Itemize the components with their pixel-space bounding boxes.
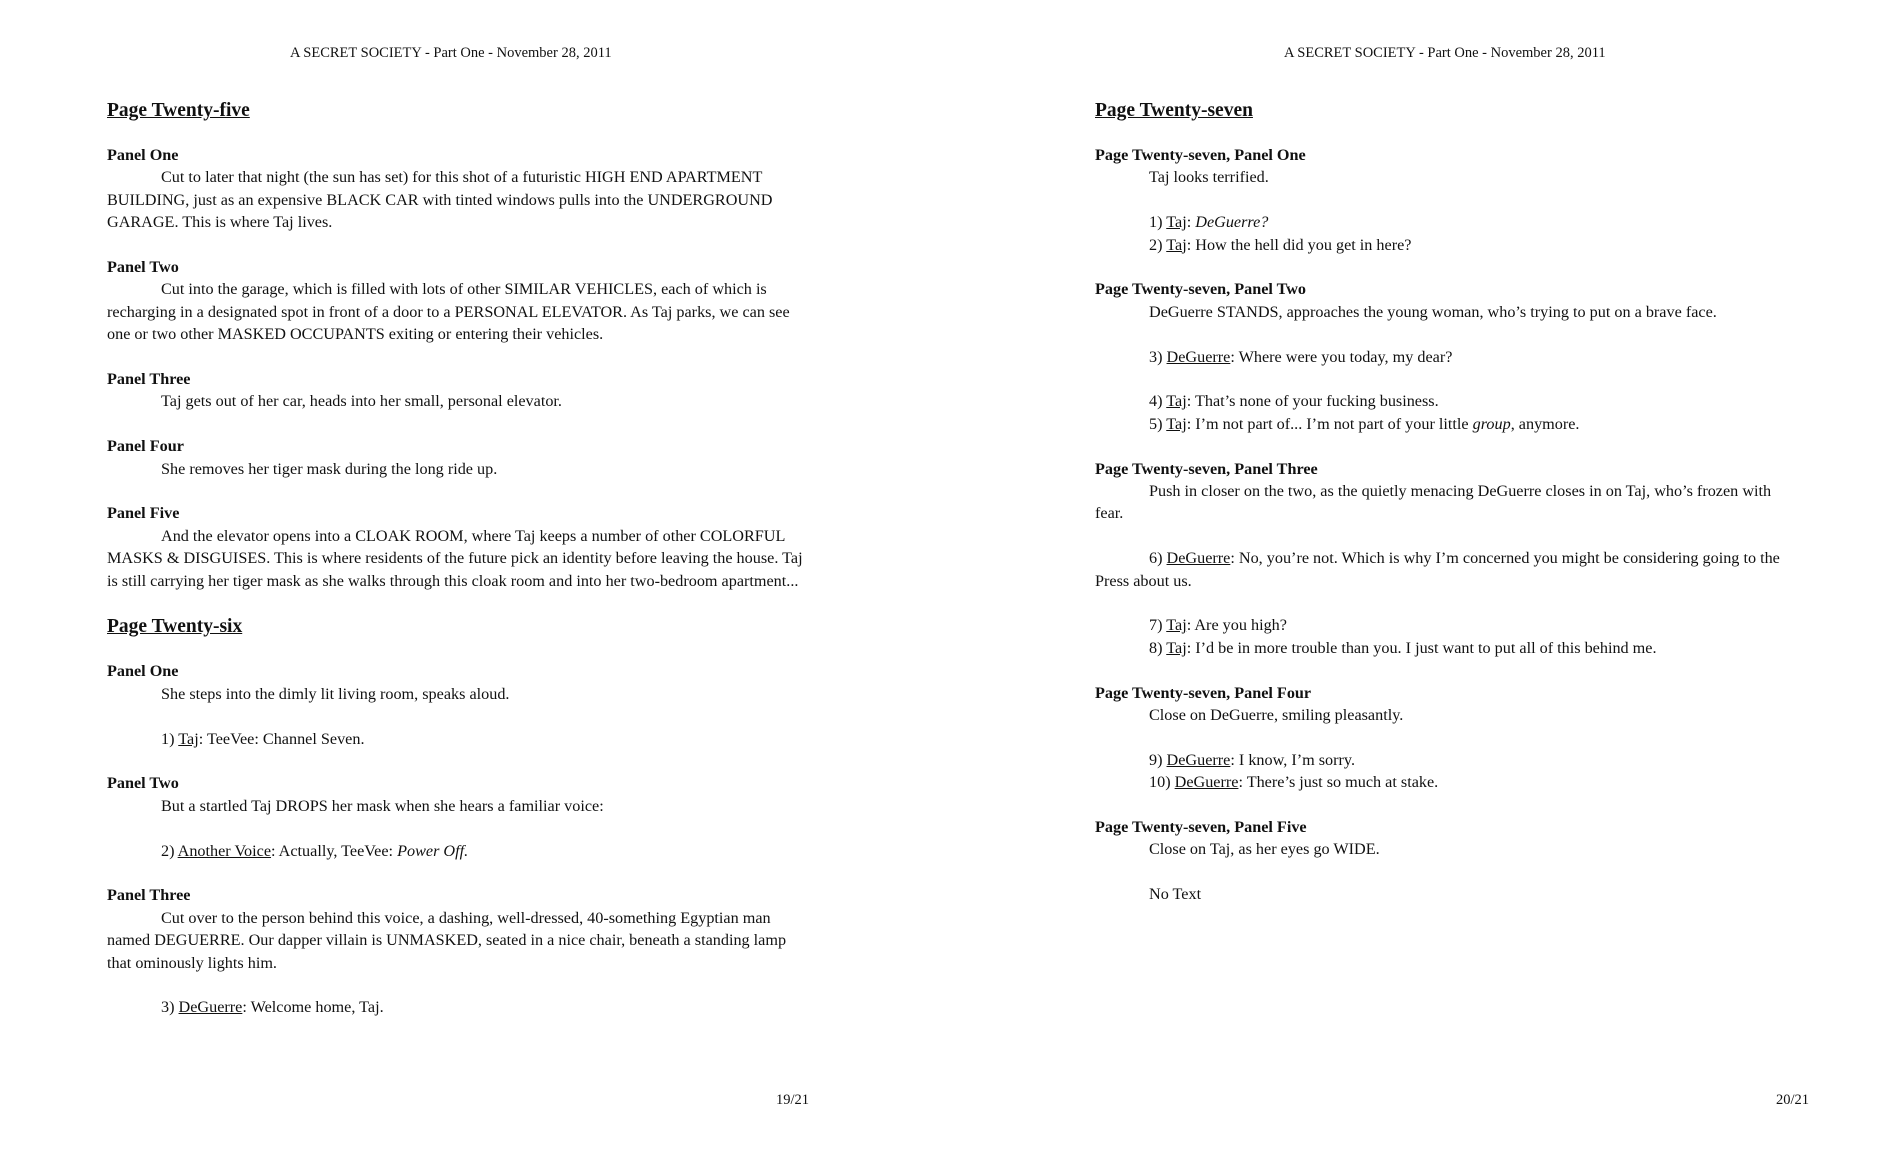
dialogue-emphasis: Power Off. [397,841,469,860]
dialogue-group [107,996,807,1018]
dialogue-text: Where were you today, my dear? [1238,347,1453,366]
page-heading: Page Twenty-five [107,100,250,121]
dialogue-text: Are you high? [1194,616,1287,635]
balloon-number: 8) [1149,638,1163,657]
panel-block [107,368,807,413]
panel-description: Close on DeGuerre, smiling pleasantly. [1149,706,1404,725]
dialogue-group [1095,211,1795,256]
panel-block [1095,458,1795,660]
dialogue-line: 3) DeGuerre: Where were you today, my dear? [1149,347,1453,366]
balloon-number: 3) [161,998,175,1017]
dialogue-line: 3) DeGuerre: Welcome home, Taj. [161,998,384,1017]
page-content [1095,98,1795,928]
dialogue-text: I’d be in more trouble than you. I just want to put all of this behind me. [1195,638,1657,657]
dialogue-text-tail: , anymore. [1510,414,1580,433]
dialogue-group [1095,614,1795,659]
dialogue-group [107,728,807,750]
balloon-number: 2) [161,841,175,860]
balloon-number: 5) [1149,414,1163,433]
panel-heading: Panel Five [107,504,180,523]
dialogue-line: 6) DeGuerre: No, you’re not. Which is why I’m concerned you might be considering going to the Press about us. [1095,549,1780,590]
panel-block [107,435,807,480]
panel-description: She steps into the dimly lit living room, speaks aloud. [161,684,510,703]
panel-heading: Panel Two [107,774,179,793]
dialogue-line: 5) Taj: I’m not part of... I’m not part of your little group, anymore. [1149,414,1580,433]
dialogue-group [1095,749,1795,794]
panel-block [107,660,807,750]
panel-block [107,772,807,862]
page-number: 20/21 [1776,1092,1810,1108]
panel-block [1095,816,1795,906]
dialogue-group [1095,346,1795,368]
panel-heading: Panel Four [107,437,184,456]
dialogue-text: There’s just so much at stake. [1246,773,1439,792]
balloon-number: 1) [1149,213,1163,232]
dialogue-line: 2) Taj: How the hell did you get in here? [1149,235,1412,254]
panel-description: Cut into the garage, which is filled with lots of other SIMILAR VEHICLES, each of which is recharging in a designated spot in front of a door to a PERSONAL ELEVATOR. As Taj parks, we can see one or two other MASKED OCCUPANTS exiting or entering their vehicles. [107,280,790,344]
panel-description: Cut to later that night (the sun has set) for this shot of a futuristic HIGH END APARTMENT BUILDING, just as an expensive BLACK CAR with tinted windows pulls into the UNDERGROUND GARAGE. This is where Taj lives. [107,168,773,232]
dialogue-emphasis: group [1472,414,1511,433]
panel-heading: Panel Three [107,886,191,905]
panel-heading: Page Twenty-seven, Panel Four [1095,683,1312,702]
speaker-name: Taj [1166,235,1187,254]
speaker-name: Another Voice [177,841,272,860]
panel-description: Close on Taj, as her eyes go WIDE. [1149,840,1380,859]
speaker-name: DeGuerre [1166,549,1231,568]
dialogue-line: 9) DeGuerre: I know, I’m sorry. [1149,750,1356,769]
running-header: A SECRET SOCIETY - Part One - November 28, 2011 [1284,45,1606,61]
balloon-number: 9) [1149,750,1163,769]
panel-description: She removes her tiger mask during the long ride up. [161,459,498,478]
speaker-name: DeGuerre [1174,773,1239,792]
panel-block [1095,278,1795,435]
panel-block [107,144,807,234]
panel-block [107,256,807,346]
panel-description: DeGuerre STANDS, approaches the young woman, who’s trying to put on a brave face. [1149,302,1717,321]
dialogue-line: 4) Taj: That’s none of your fucking business. [1149,392,1439,411]
speaker-name: DeGuerre [178,998,243,1017]
speaker-name: Taj [1166,392,1187,411]
dialogue-line: 1) Taj: TeeVee: Channel Seven. [161,729,365,748]
dialogue-group [1095,390,1795,435]
panel-heading: Panel One [107,662,179,681]
document-page-20 [949,0,1898,1149]
balloon-number: 6) [1149,549,1163,568]
panel-description: Taj looks terrified. [1149,168,1269,187]
panel-block [1095,682,1795,794]
no-text-note: No Text [1149,885,1202,904]
balloon-number: 4) [1149,392,1163,411]
dialogue-group [107,840,807,862]
panel-heading: Panel Two [107,258,179,277]
dialogue-emphasis: DeGuerre? [1195,213,1269,232]
panel-heading: Page Twenty-seven, Panel Five [1095,818,1307,837]
panel-heading: Page Twenty-seven, Panel Three [1095,459,1318,478]
speaker-name: Taj [1166,414,1187,433]
dialogue-line: 7) Taj: Are you high? [1149,616,1287,635]
panel-heading: Panel One [107,146,179,164]
dialogue-text: TeeVee: Channel Seven. [206,729,365,748]
running-header: A SECRET SOCIETY - Part One - November 28, 2011 [290,45,612,61]
dialogue-group [1095,883,1795,905]
panel-description: But a startled Taj DROPS her mask when she hears a familiar voice: [161,796,604,815]
page-heading: Page Twenty-seven [1095,100,1253,121]
dialogue-text: I know, I’m sorry. [1238,750,1356,769]
dialogue-text: No, you’re not. Which is why I’m concerned you might be considering going to the Press about us. [1095,549,1780,590]
panel-heading: Page Twenty-seven, Panel One [1095,146,1306,164]
panel-heading: Panel Three [107,370,191,389]
dialogue-line: 10) DeGuerre: There’s just so much at stake. [1149,773,1439,792]
panel-description: Cut over to the person behind this voice, a dashing, well-dressed, 40-something Egyptian man named DEGUERRE. Our dapper villain is UNMASKED, seated in a nice chair, beneath a standing lamp that ominously lights him. [107,908,787,972]
page-number: 19/21 [776,1092,810,1108]
balloon-number: 7) [1149,616,1163,635]
dialogue-group [1095,547,1795,592]
speaker-name: Taj [1166,638,1187,657]
balloon-number: 2) [1149,235,1163,254]
panel-description: Taj gets out of her car, heads into her small, personal elevator. [161,392,562,411]
page-content [107,98,807,1041]
dialogue-text: Welcome home, Taj. [250,998,384,1017]
page-heading: Page Twenty-six [107,616,243,638]
dialogue-line: 1) Taj: DeGuerre? [1149,213,1269,232]
dialogue-text: How the hell did you get in here? [1195,235,1412,254]
panel-block [107,884,807,1018]
speaker-name: Taj [1166,213,1187,232]
dialogue-text: I’m not part of... I’m not part of your little [1195,414,1473,433]
balloon-number: 10) [1149,773,1171,792]
speaker-name: DeGuerre [1166,750,1231,769]
speaker-name: DeGuerre [1166,347,1231,366]
balloon-number: 3) [1149,347,1163,366]
panel-heading: Page Twenty-seven, Panel Two [1095,280,1307,299]
panel-description: Push in closer on the two, as the quietly menacing DeGuerre closes in on Taj, who’s frozen with fear. [1095,482,1772,523]
balloon-number: 1) [161,729,175,748]
speaker-name: Taj [178,729,199,748]
speaker-name: Taj [1166,616,1187,635]
panel-block [1095,144,1795,256]
dialogue-line: 2) Another Voice: Actually, TeeVee: Power Off. [161,841,469,860]
panel-block [107,502,807,592]
dialogue-text: Actually, TeeVee: [278,841,398,860]
panel-description: And the elevator opens into a CLOAK ROOM, where Taj keeps a number of other COLORFUL MASKS & DISGUISES. This is where residents of the future pick an identity before leaving the house. Taj is still carrying her tiger mask as she walks through this cloak room and into her two-bedroom apartment... [107,526,803,590]
dialogue-line: 8) Taj: I’d be in more trouble than you. I just want to put all of this behind me. [1149,638,1657,657]
dialogue-text: That’s none of your fucking business. [1194,392,1439,411]
